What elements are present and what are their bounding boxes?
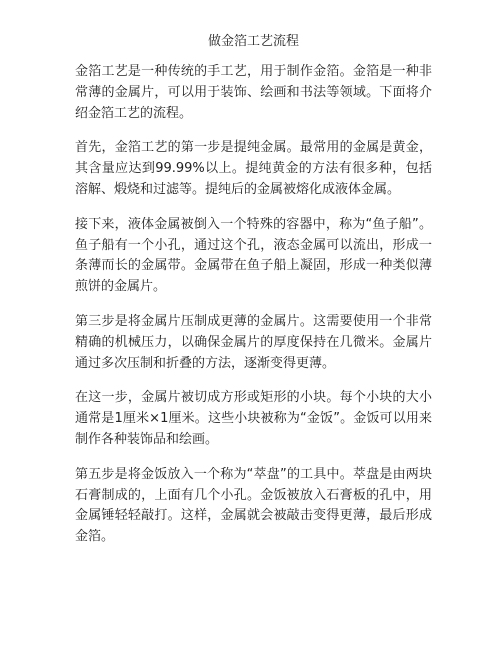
paragraph-step-4: 在这一步，金属片被切成方形或矩形的小块。每个小块的大小通常是1厘米×1厘米。这些小块被称为“金饭”。金饭可以用来制作各种装饰品和绘画。 (75, 390, 432, 447)
paragraph-step-2: 接下来，液体金属被倒入一个特殊的容器中，称为“鱼子船”。鱼子船有一个小孔，通过这个孔，液态金属可以流出，形成一条薄而长的金属带。金属带在鱼子船上凝固，形成一种类似薄煎饼的金属片。 (75, 216, 432, 295)
document-title: 做金箔工艺流程 (207, 34, 299, 49)
paragraph-step-1: 首先，金箔工艺的第一步是提纯金属。最常用的金属是黄金，其含量应达到99.99%以上。提纯黄金的方法有很多种，包括溶解、煅烧和过滤等。提纯后的金属被熔化成液体金属。 (75, 140, 432, 197)
paragraph-intro: 金箔工艺是一种传统的手工艺，用于制作金箔。金箔是一种非常薄的金属片，可以用于装饰、绘画和书法等领域。下面将介绍金箔工艺的流程。 (75, 64, 432, 121)
paragraph-step-5: 第五步是将金饭放入一个称为“萃盘”的工具中。萃盘是由两块石膏制成的，上面有几个小孔。金饭被放入石膏板的孔中，用金属锤轻轻敲打。这样，金属就会被敲击变得更薄，最后形成金箔。 (75, 466, 432, 545)
document-page (75, 33, 432, 562)
paragraph-step-3: 第三步是将金属片压制成更薄的金属片。这需要使用一个非常精确的机械压力，以确保金属片的厚度保持在几微米。金属片通过多次压制和折叠的方法，逐渐变得更薄。 (75, 313, 432, 371)
